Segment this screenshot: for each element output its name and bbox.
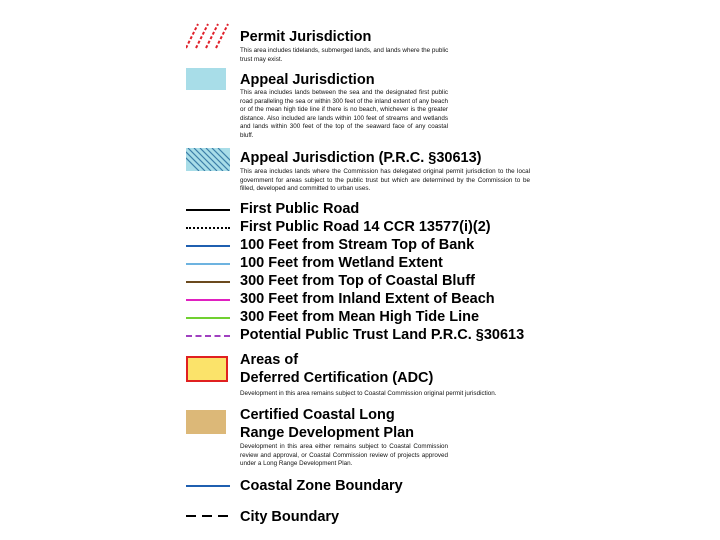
adc-swatch-icon <box>186 356 228 382</box>
coastal-zone-boundary-line-icon <box>186 485 230 487</box>
appeal-prc-desc: This area includes lands where the Commission has delegated original permit jurisdiction to the local government for areas subject to the public trust but which are determined by the Commission to be filled, developed and committed to urban uses. <box>240 168 530 193</box>
public-trust-line-icon <box>186 335 230 337</box>
lrdp-swatch-icon <box>186 410 226 434</box>
first-public-road-line-icon <box>186 209 230 211</box>
appeal-prc-title: Appeal Jurisdiction (P.R.C. §30613) <box>240 150 482 166</box>
legend-line-item <box>0 273 720 291</box>
stream-buffer-line-icon <box>186 245 230 247</box>
wetland-buffer-line-icon <box>186 263 230 265</box>
legend-line-label: 100 Feet from Wetland Extent <box>240 255 443 271</box>
permit-jurisdiction-desc: This area includes tidelands, submerged lands, and lands where the public trust may exist. <box>240 47 449 63</box>
legend-line-item <box>0 291 720 309</box>
legend-line-item <box>0 237 720 255</box>
legend-line-label: 100 Feet from Stream Top of Bank <box>240 237 475 253</box>
city-boundary-line-icon <box>186 513 232 519</box>
adc-desc: Development in this area remains subject to Coastal Commission original permit jurisdiction. <box>240 390 497 397</box>
legend-line-label: First Public Road 14 CCR 13577(i)(2) <box>240 219 491 235</box>
legend-line-item <box>0 201 720 219</box>
legend-line-label: 300 Feet from Mean High Tide Line <box>240 309 480 325</box>
legend-line-label: 300 Feet from Inland Extent of Beach <box>240 291 495 307</box>
legend-line-item <box>0 219 720 237</box>
permit-jurisdiction-hatch-icon <box>186 22 232 49</box>
lrdp-title-line2: Range Development Plan <box>240 425 415 441</box>
tide-line-buffer-line-icon <box>186 317 230 319</box>
legend-line-label: First Public Road <box>240 201 360 217</box>
adc-title-line1: Areas of <box>240 352 299 368</box>
legend-line-item <box>0 255 720 273</box>
bluff-buffer-line-icon <box>186 281 230 283</box>
legend-line-label: 300 Feet from Top of Coastal Bluff <box>240 273 475 289</box>
appeal-jurisdiction-title: Appeal Jurisdiction <box>240 72 375 88</box>
coastal-zone-boundary-title: Coastal Zone Boundary <box>240 478 403 494</box>
beach-buffer-line-icon <box>186 299 230 301</box>
appeal-jurisdiction-swatch-icon <box>186 68 226 90</box>
appeal-prc-hatch-icon <box>186 148 230 171</box>
permit-jurisdiction-title: Permit Jurisdiction <box>240 29 372 45</box>
lrdp-title-line1: Certified Coastal Long <box>240 407 395 423</box>
adc-title-line2: Deferred Certification (ADC) <box>240 370 434 386</box>
legend-line-item <box>0 327 720 345</box>
city-boundary-title: City Boundary <box>240 509 340 525</box>
appeal-jurisdiction-desc: This area includes lands between the sea and the designated first public road paralleling the sea or within 300 feet of the inland extent of any beach or of the mean high tide line if there is no beach, whichever is the greater distance. Also included are lands within 100 feet of streams and wetlands and lands within 300 feet of the top of the seaward face of any coastal bluff. <box>240 89 448 139</box>
first-public-road-ccr-line-icon <box>186 227 230 229</box>
lrdp-desc: Development in this area either remains subject to Coastal Commission review and approval, or Coastal Commission review of projects approved under a Long Range Development Plan. <box>240 443 448 468</box>
legend-line-item <box>0 309 720 327</box>
legend-line-label: Potential Public Trust Land P.R.C. §30613 <box>240 327 525 343</box>
